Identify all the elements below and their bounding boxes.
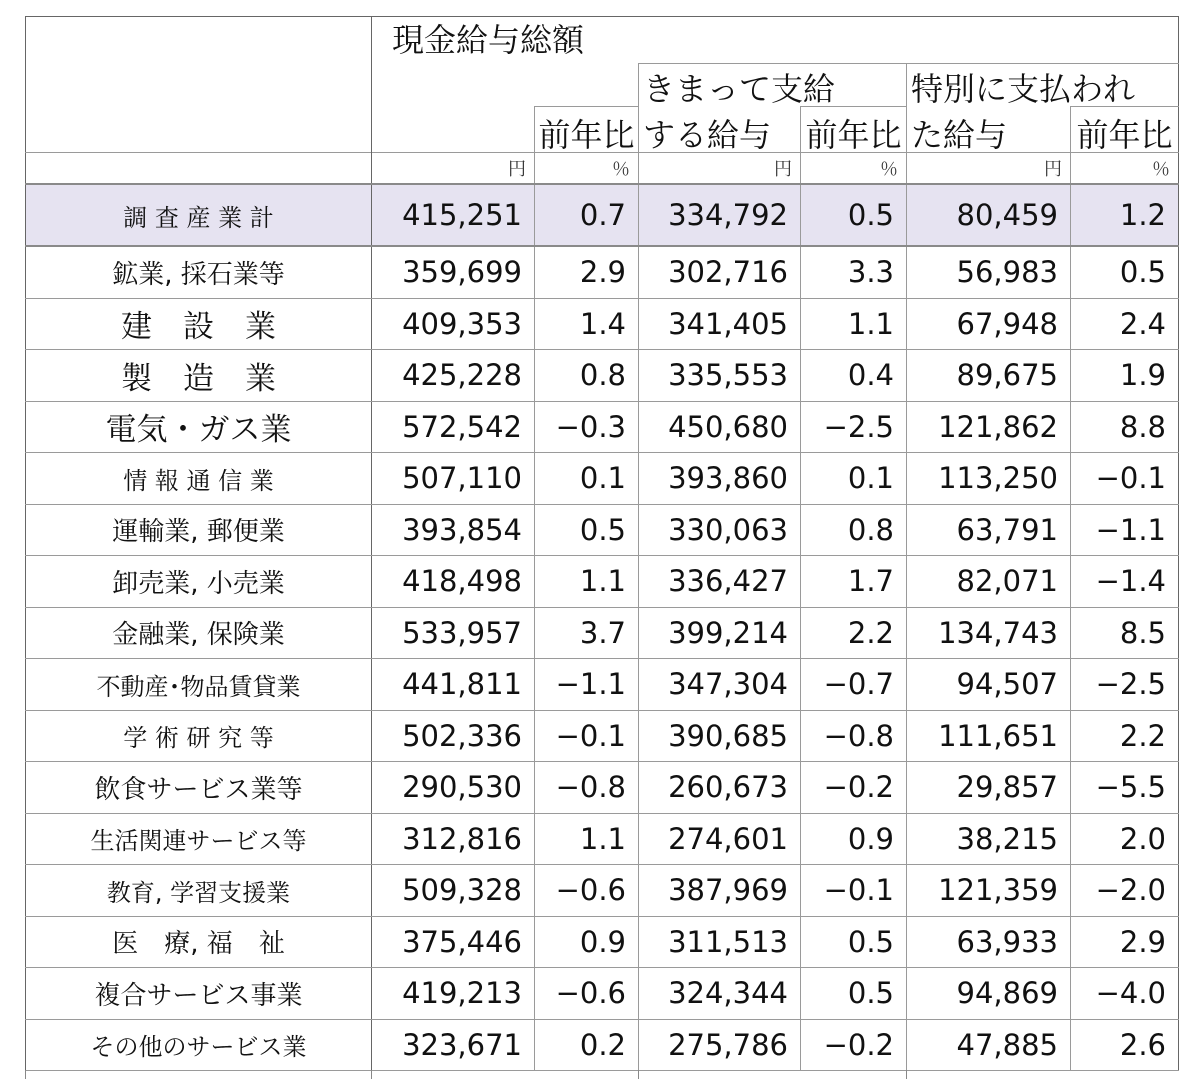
cell-special: 121,359: [907, 865, 1071, 917]
table-row: [26, 659, 1179, 711]
cell-total: 425,228: [372, 350, 535, 402]
cell-special: 82,071: [907, 556, 1071, 608]
cell-total-yoy: 0.9: [535, 916, 639, 968]
cell-regular: 274,601: [639, 813, 801, 865]
cell-total: 419,213: [372, 968, 535, 1020]
cell-regular: 260,673: [639, 762, 801, 814]
wage-table: [25, 16, 1179, 1071]
cell-regular-yoy: 0.5: [801, 184, 907, 246]
cell-special-yoy: 1.2: [1071, 184, 1179, 246]
cell-special: 89,675: [907, 350, 1071, 402]
cell-special-yoy: 1.9: [1071, 350, 1179, 402]
unit-pct: ％: [801, 153, 907, 185]
table-row: [26, 916, 1179, 968]
industry-label: 不動産･物品賃貸業: [26, 659, 372, 711]
cell-regular-yoy: −0.7: [801, 659, 907, 711]
header-row-2: [26, 64, 1179, 107]
table-row: [26, 401, 1179, 453]
industry-label: 学 術 研 究 等: [26, 710, 372, 762]
cell-total-yoy: −0.6: [535, 968, 639, 1020]
table-row: [26, 298, 1179, 350]
cell-total-yoy: 0.7: [535, 184, 639, 246]
cell-regular-yoy: 0.5: [801, 916, 907, 968]
cell-special-yoy: 8.5: [1071, 607, 1179, 659]
cell-total: 509,328: [372, 865, 535, 917]
cell-total: 359,699: [372, 246, 535, 298]
industry-label: 金融業, 保険業: [26, 607, 372, 659]
header-total-pay: 現金給与総額: [372, 17, 1179, 64]
cell-regular-yoy: −0.2: [801, 762, 907, 814]
cell-total: 502,336: [372, 710, 535, 762]
cell-total: 375,446: [372, 916, 535, 968]
unit-yen: 円: [639, 153, 801, 185]
cell-total-yoy: 2.9: [535, 246, 639, 298]
cell-total-yoy: 1.1: [535, 556, 639, 608]
cell-total-yoy: −0.3: [535, 401, 639, 453]
cell-special-yoy: 8.8: [1071, 401, 1179, 453]
unit-row: [26, 153, 1179, 185]
cell-regular: 393,860: [639, 453, 801, 505]
header-regular-pay: きまって支給: [639, 64, 907, 107]
table-row: [26, 453, 1179, 505]
cell-special: 134,743: [907, 607, 1071, 659]
industry-label: 建 設 業: [26, 298, 372, 350]
industry-label: 卸売業, 小売業: [26, 556, 372, 608]
tick-mark: [906, 1070, 907, 1079]
cell-total: 507,110: [372, 453, 535, 505]
table-row: [26, 710, 1179, 762]
cell-regular-yoy: −0.8: [801, 710, 907, 762]
cell-regular-yoy: 0.1: [801, 453, 907, 505]
cell-regular-yoy: 0.5: [801, 968, 907, 1020]
cell-special-yoy: 2.2: [1071, 710, 1179, 762]
industry-label: 生活関連サービス等: [26, 813, 372, 865]
cell-total-yoy: 1.4: [535, 298, 639, 350]
cell-regular-yoy: −0.2: [801, 1019, 907, 1071]
cell-total-yoy: −0.1: [535, 710, 639, 762]
cell-special-yoy: −2.0: [1071, 865, 1179, 917]
cell-total: 312,816: [372, 813, 535, 865]
cell-regular: 336,427: [639, 556, 801, 608]
industry-label: 情 報 通 信 業: [26, 453, 372, 505]
cell-total: 393,854: [372, 504, 535, 556]
cell-special: 113,250: [907, 453, 1071, 505]
cell-regular-yoy: 3.3: [801, 246, 907, 298]
header-row-3: [26, 107, 1179, 153]
table-row: [26, 556, 1179, 608]
cell-regular: 387,969: [639, 865, 801, 917]
cell-special: 63,933: [907, 916, 1071, 968]
cell-total: 323,671: [372, 1019, 535, 1071]
cell-special-yoy: −4.0: [1071, 968, 1179, 1020]
table-row: [26, 607, 1179, 659]
cell-total-yoy: −0.6: [535, 865, 639, 917]
header-yoy-regular: 前年比: [801, 107, 907, 153]
cell-special-yoy: 2.6: [1071, 1019, 1179, 1071]
cell-special-yoy: −5.5: [1071, 762, 1179, 814]
header-special-pay-2: た給与: [907, 107, 1071, 153]
cell-total-yoy: 0.5: [535, 504, 639, 556]
total-row: [26, 184, 1179, 246]
cell-special-yoy: 0.5: [1071, 246, 1179, 298]
table-row: [26, 246, 1179, 298]
table-row: [26, 350, 1179, 402]
table-row: [26, 813, 1179, 865]
cell-total: 441,811: [372, 659, 535, 711]
cell-regular: 399,214: [639, 607, 801, 659]
cell-total-yoy: −1.1: [535, 659, 639, 711]
table-row: [26, 865, 1179, 917]
industry-label: 鉱業, 採石業等: [26, 246, 372, 298]
cell-special: 29,857: [907, 762, 1071, 814]
cell-special-yoy: −1.4: [1071, 556, 1179, 608]
cell-total: 415,251: [372, 184, 535, 246]
cell-special: 67,948: [907, 298, 1071, 350]
cell-special-yoy: 2.0: [1071, 813, 1179, 865]
cell-special: 47,885: [907, 1019, 1071, 1071]
industry-label: 医 療, 福 祉: [26, 916, 372, 968]
cell-total: 409,353: [372, 298, 535, 350]
cell-special-yoy: 2.9: [1071, 916, 1179, 968]
cell-regular: 275,786: [639, 1019, 801, 1071]
industry-label: その他のサービス業: [26, 1019, 372, 1071]
header-row-1: [26, 17, 1179, 64]
industry-label: 飲食サービス業等: [26, 762, 372, 814]
table-row: [26, 1019, 1179, 1071]
tick-mark: [25, 1070, 26, 1079]
cell-regular: 390,685: [639, 710, 801, 762]
cell-regular-yoy: 0.8: [801, 504, 907, 556]
cell-total: 533,957: [372, 607, 535, 659]
cell-regular: 341,405: [639, 298, 801, 350]
industry-label: 複合サービス事業: [26, 968, 372, 1020]
unit-pct: ％: [1071, 153, 1179, 185]
cell-special: 121,862: [907, 401, 1071, 453]
cell-special: 111,651: [907, 710, 1071, 762]
cell-regular-yoy: 1.7: [801, 556, 907, 608]
cell-regular: 334,792: [639, 184, 801, 246]
cell-special: 80,459: [907, 184, 1071, 246]
cell-special: 94,507: [907, 659, 1071, 711]
unit-yen: 円: [907, 153, 1071, 185]
header-yoy-total: 前年比: [535, 107, 639, 153]
cell-regular: 311,513: [639, 916, 801, 968]
header-special-pay: 特別に支払われ: [907, 64, 1179, 107]
cell-regular-yoy: 0.4: [801, 350, 907, 402]
cell-regular-yoy: −2.5: [801, 401, 907, 453]
cell-special: 56,983: [907, 246, 1071, 298]
cell-total-yoy: 0.8: [535, 350, 639, 402]
industry-label: 運輸業, 郵便業: [26, 504, 372, 556]
cell-regular: 335,553: [639, 350, 801, 402]
cell-total: 572,542: [372, 401, 535, 453]
unit-pct: ％: [535, 153, 639, 185]
cell-regular: 347,304: [639, 659, 801, 711]
industry-label: 調 査 産 業 計: [26, 184, 372, 246]
header-yoy-special: 前年比: [1071, 107, 1179, 153]
cell-special: 63,791: [907, 504, 1071, 556]
tick-mark: [638, 1070, 639, 1079]
cell-total-yoy: 3.7: [535, 607, 639, 659]
cell-regular: 324,344: [639, 968, 801, 1020]
cell-regular: 302,716: [639, 246, 801, 298]
cell-special-yoy: −0.1: [1071, 453, 1179, 505]
cell-special-yoy: 2.4: [1071, 298, 1179, 350]
cell-total-yoy: 0.2: [535, 1019, 639, 1071]
cell-special-yoy: −2.5: [1071, 659, 1179, 711]
cell-total-yoy: −0.8: [535, 762, 639, 814]
cell-special-yoy: −1.1: [1071, 504, 1179, 556]
cell-total-yoy: 1.1: [535, 813, 639, 865]
cell-regular: 330,063: [639, 504, 801, 556]
cell-regular-yoy: 2.2: [801, 607, 907, 659]
cell-regular-yoy: 0.9: [801, 813, 907, 865]
industry-label: 教育, 学習支援業: [26, 865, 372, 917]
header-regular-pay-2: する給与: [639, 107, 801, 153]
industry-label: 製 造 業: [26, 350, 372, 402]
table-row: [26, 504, 1179, 556]
industry-label: 電気・ガス業: [26, 401, 372, 453]
cell-total-yoy: 0.1: [535, 453, 639, 505]
table-row: [26, 762, 1179, 814]
cell-regular-yoy: 1.1: [801, 298, 907, 350]
cell-regular-yoy: −0.1: [801, 865, 907, 917]
table-row: [26, 968, 1179, 1020]
tick-mark: [371, 1070, 372, 1079]
cell-total: 418,498: [372, 556, 535, 608]
cell-total: 290,530: [372, 762, 535, 814]
cell-special: 38,215: [907, 813, 1071, 865]
unit-yen: 円: [372, 153, 535, 185]
cell-special: 94,869: [907, 968, 1071, 1020]
cell-regular: 450,680: [639, 401, 801, 453]
